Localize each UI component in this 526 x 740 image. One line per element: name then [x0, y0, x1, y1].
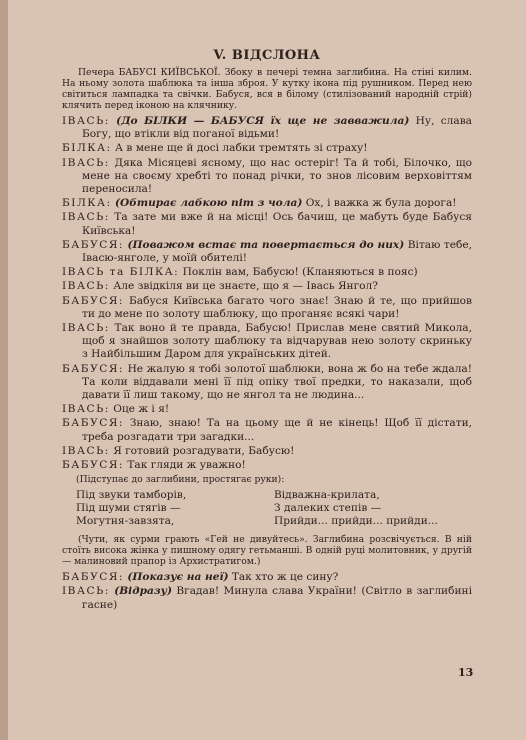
dialogue-line — [62, 142, 472, 155]
speaker-name: ІВАСЬ та БІЛКА: — [62, 266, 180, 279]
dialogue-line — [62, 363, 472, 403]
stage-direction-inline: (Поважом встає та повертається до них) — [127, 238, 405, 251]
page-content — [62, 48, 472, 613]
dialogue-line — [62, 403, 472, 416]
dialogue-line — [62, 239, 472, 265]
spoken-text: Вітаю тебе, Івасю-янголе, у моїй обителі! — [82, 238, 472, 265]
spoken-text: Ох, і важка ж була дорога! — [302, 197, 457, 210]
speaker-name: БАБУСЯ: — [62, 417, 124, 430]
spoken-text: Поклін вам, Бабусю! (Кланяються в пояс) — [182, 266, 418, 279]
closing-dialogue — [62, 571, 472, 612]
spoken-text: Та зате ми вже й на місці! Ось бачиш, це мабуть буде Бабуся Київська! — [82, 211, 472, 237]
spoken-text: Я готовий розгадувати, Бабусю! — [113, 444, 295, 457]
song-line: Під шуми стягів — — [76, 502, 181, 515]
stage-direction-inline: (Відразу) — [114, 585, 172, 598]
spoken-text: Так гляди ж уважно! — [127, 459, 246, 472]
speaker-name: ІВАСЬ: — [62, 322, 110, 335]
song-line: Могутня-завзята, — [76, 515, 175, 528]
page-edge — [0, 0, 8, 740]
speaker-name: БАБУСЯ: — [62, 571, 124, 584]
spoken-text: Оце ж і я! — [113, 403, 170, 416]
stage-direction-inline: (До БІЛКИ — БАБУСЯ їх ще не завважила) — [116, 115, 410, 127]
dialogue-line — [62, 322, 472, 362]
stage-direction-approach: (Підступає до заглибини, простягає руки): — [76, 474, 285, 486]
dialogue-line — [62, 459, 472, 472]
song-column-left — [76, 489, 274, 528]
speaker-name: БАБУСЯ: — [62, 362, 124, 375]
spoken-text: Дяка Місяцеві ясному, що нас остеріг! Та й тобі, Білочко, що мене на своєму хребті то понад річки, то знов лісовим верховіттям переносила! — [82, 156, 472, 196]
spoken-text: Так воно й те правда, Бабусю! Прислав мене святий Микола, щоб я знайшов золоту шаблюку та відчарував нею золоту скриньку з Найбільшим Даром для українських дітей. — [82, 322, 472, 361]
stage-direction-intro: Печера БАБУСІ КИЇВСЬКОЇ. Збоку в печері темна заглибина. На стіні килим. На ньому золота шаблюка та інша зброя. У кутку ікона під рушником. Перед нею світиться лампадка та свічки. Бабуся, вся в білому (стилізований народній стрій) клячить перед іконою на клячнику. — [62, 67, 472, 111]
dialogue-line — [62, 585, 472, 611]
dialogue-line — [62, 445, 472, 458]
speaker-name: ІВАСЬ: — [62, 280, 110, 293]
spoken-text: Ну, слава Богу, що втікли від поганої відьми! — [82, 115, 472, 141]
dialogue-line — [62, 211, 472, 237]
speaker-name: ІВАСЬ: — [62, 444, 110, 457]
song-line: Прийди... прийди... прийди... — [274, 515, 438, 528]
speaker-name: ІВАСЬ: — [62, 585, 110, 598]
speaker-name: ІВАСЬ: — [62, 115, 110, 127]
spoken-text: Так хто ж це сину? — [228, 571, 339, 584]
stage-direction-reveal: (Чути, як сурми грають «Гей не дивуйтесь». Заглибина розсвічується. В ній стоїть висока жінка у пишному одягу гетьманші. В одній руці молитовник, у другій — малиновий прапор із Архистратигом.) — [62, 534, 472, 568]
speaker-name: БАБУСЯ: — [62, 294, 124, 307]
speaker-name: БАБУСЯ: — [62, 238, 124, 251]
speaker-name: ІВАСЬ: — [62, 211, 110, 224]
spoken-text: Знаю, знаю! Та на цьому ще й не кінець! Щоб її дістати, треба розгадати три загадки... — [82, 417, 472, 443]
spoken-text: Бабуся Київська багато чого знає! Знаю й те, що прийшов ти до мене по золоту шаблюку, що проганяє всякі чари! — [82, 294, 472, 320]
song-verse — [76, 489, 472, 528]
stage-direction-inline: (Обтирає лабкою піт з чола) — [114, 197, 303, 210]
spoken-text: Не жалую я тобі золотої шаблюки, вона ж бо на тебе ждала! Та коли віддавали мені її під опіку твої предки, то наказали, щоб давати її лиш такому, що не янгол та не людина... — [82, 362, 472, 402]
song-column-right — [274, 489, 472, 528]
dialogue-line — [62, 197, 472, 210]
dialogue-line — [62, 295, 472, 321]
spoken-text: Вгадав! Минула слава України! (Світло в заглибині гасне) — [82, 585, 472, 611]
dialogue-line — [62, 266, 472, 279]
dialogue-line — [62, 157, 472, 197]
dialogue-line — [62, 571, 472, 584]
song-line: З далеких степів — — [274, 502, 382, 515]
speaker-name: ІВАСЬ: — [62, 403, 110, 416]
song-line: Під звуки тамборів, — [76, 489, 187, 502]
stage-direction-inline: (Показує на неї) — [127, 571, 229, 584]
dialogue-line — [62, 417, 472, 443]
page-number: 13 — [458, 666, 474, 679]
speaker-name: ІВАСЬ: — [62, 156, 110, 169]
dialogue-line — [62, 115, 472, 141]
scene-heading: V. ВІДСЛОНА — [213, 48, 321, 63]
spoken-text: Але звідкіля ви це знаєте, що я — Івась Янгол? — [113, 280, 378, 293]
speaker-name: БАБУСЯ: — [62, 459, 124, 472]
dialogue-line — [62, 280, 472, 293]
song-line: Відважна-крилата, — [274, 489, 380, 502]
dialogue — [62, 115, 472, 472]
spoken-text: А в мене ще й досі лабки тремтять зі страху! — [114, 142, 368, 155]
speaker-name: БІЛКА: — [62, 142, 112, 155]
speaker-name: БІЛКА: — [62, 197, 112, 210]
